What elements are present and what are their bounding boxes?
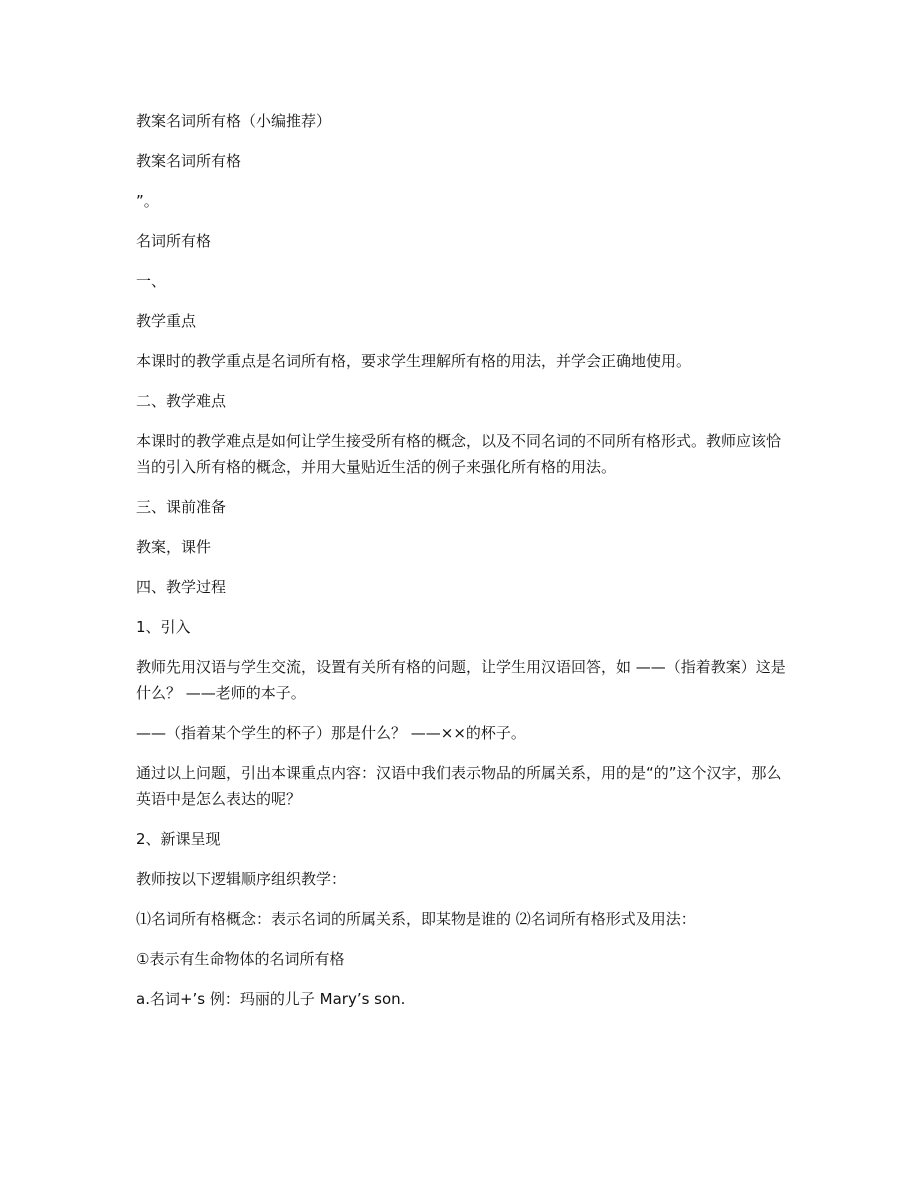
subtitle: 教案名词所有格 bbox=[136, 152, 242, 170]
section-heading-process: 四、教学过程 bbox=[136, 578, 227, 596]
intro-text-3: 通过以上问题，引出本课重点内容：汉语中我们表示物品的所属关系，用的是“的”这个汉字，那么英语中是怎么表达的呢？ bbox=[136, 764, 782, 808]
document-body bbox=[136, 108, 790, 1026]
section-heading-preparation: 三、课前准备 bbox=[136, 498, 227, 516]
section-heading-difficulties: 二、教学难点 bbox=[136, 392, 227, 410]
topic-heading: 名词所有格 bbox=[136, 232, 212, 250]
example-text: a.名词+’s 例：玛丽的儿子 Mary’s son. bbox=[136, 990, 406, 1008]
new-lesson-text: 教师按以下逻辑顺序组织教学： bbox=[136, 870, 347, 888]
step-heading-new-lesson: 2、新课呈现 bbox=[136, 830, 221, 848]
preparation-text: 教案，课件 bbox=[136, 538, 212, 556]
intro-text-1: 教师先用汉语与学生交流，设置有关所有格的问题，让学生用汉语回答，如 ——（指着教案）这是什么？ ——老师的本子。 bbox=[136, 658, 786, 702]
living-things-heading: ①表示有生命物体的名词所有格 bbox=[136, 950, 345, 968]
step-heading-intro: 1、引入 bbox=[136, 618, 191, 636]
difficulties-text: 本课时的教学难点是如何让学生接受所有格的概念，以及不同名词的不同所有格形式。教师应该恰当的引入所有格的概念，并用大量贴近生活的例子来强化所有格的用法。 bbox=[136, 432, 782, 476]
intro-text-2: ——（指着某个学生的杯子）那是什么？ ——××的杯子。 bbox=[136, 724, 526, 742]
key-points-text: 本课时的教学重点是名词所有格，要求学生理解所有格的用法，并学会正确地使用。 bbox=[136, 352, 692, 370]
concept-and-form-text: ⑴名词所有格概念：表示名词的所属关系，即某物是谁的 ⑵名词所有格形式及用法： bbox=[136, 910, 696, 928]
section-number-one: 一、 bbox=[136, 272, 167, 290]
fragment-line: ”。 bbox=[136, 192, 159, 210]
section-heading-key-points: 教学重点 bbox=[136, 312, 197, 330]
document-title: 教案名词所有格（小编推荐） bbox=[136, 112, 332, 130]
